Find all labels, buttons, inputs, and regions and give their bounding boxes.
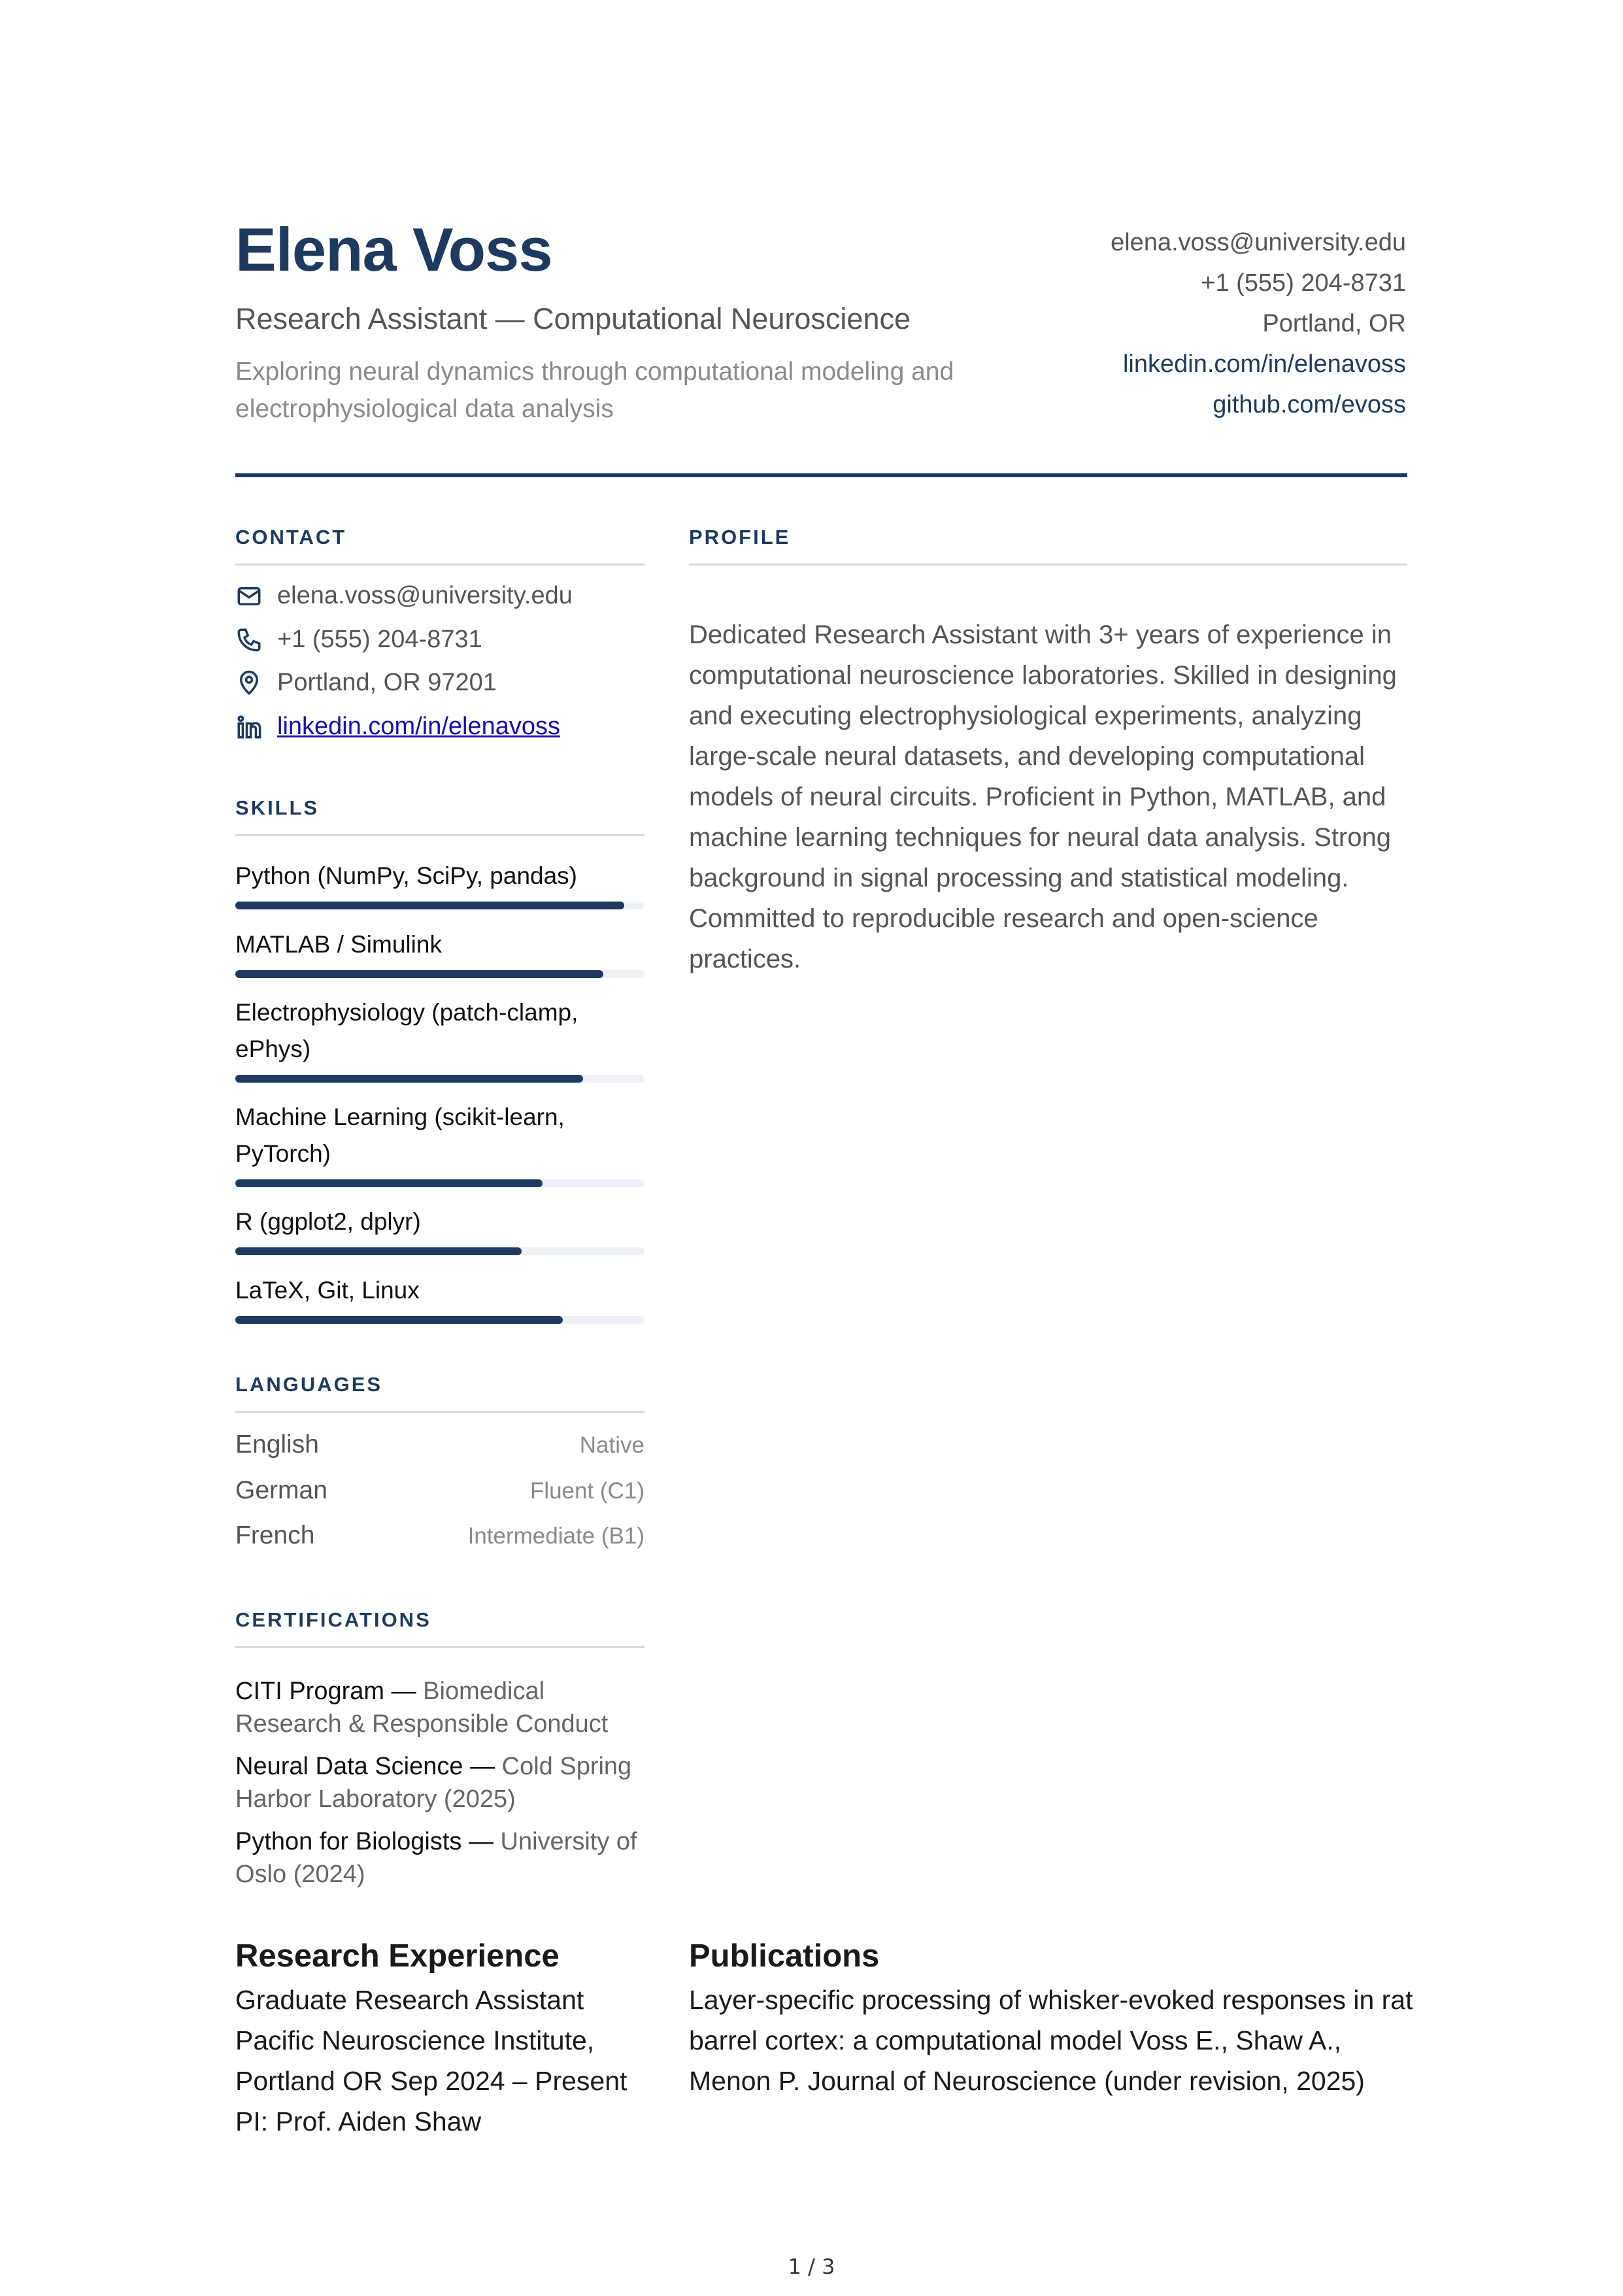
skill-label: R (ggplot2, dplyr) [235,1208,421,1235]
languages-section-title: LANGUAGES [235,1373,383,1396]
research-experience-title: Research Experience [235,1938,560,1974]
header-email[interactable]: elena.voss@university.edu [1111,229,1406,256]
certification-item [235,1750,647,1815]
skill-bar-fill [235,970,603,978]
languages-divider [235,1411,644,1413]
skill-label: Python (NumPy, SciPy, pandas) [235,862,578,889]
candidate-name: Elena Voss [235,215,552,284]
skill-bar [235,970,644,978]
mail-icon [235,582,263,610]
header-contact [1111,222,1406,425]
skill-bar [235,1179,644,1187]
language-name: German [235,1476,327,1504]
contact-section-title: CONTACT [235,526,347,549]
certification-detail: Cold Spring Harbor Laboratory (2025) [235,1753,632,1813]
language-name: English [235,1430,319,1459]
language-name: French [235,1521,315,1549]
publications-title: Publications [689,1938,880,1974]
certification-item [235,1675,647,1740]
certifications-section-title: CERTIFICATIONS [235,1608,431,1631]
language-level: Intermediate (B1) [467,1523,644,1549]
header-linkedin-link[interactable]: linkedin.com/in/elenavoss [1122,350,1406,378]
language-level: Fluent (C1) [529,1478,644,1504]
skill-label: Machine Learning (scikit-learn, PyTorch) [235,1104,565,1167]
language-row [235,1476,644,1505]
skill-label: MATLAB / Simulink [235,931,442,958]
skill-bar [235,1247,644,1255]
contact-phone-row [235,626,482,654]
contact-email[interactable]: elena.voss@university.edu [277,582,573,609]
language-level: Native [579,1432,644,1458]
skill-bar-fill [235,1247,522,1255]
candidate-tagline: Exploring neural dynamics through computational modeling and electrophysiological data analysis [235,358,954,423]
skill-bar-fill [235,902,624,909]
candidate-role: Research Assistant — Computational Neuroscience [235,302,911,335]
contact-email-row [235,582,573,610]
language-row [235,1430,644,1459]
page-number: 1 / 3 [788,2254,835,2279]
skill-label: Electrophysiology (patch-clamp, ePhys) [235,999,578,1062]
skill-bar-fill [235,1179,543,1187]
skill-bar [235,902,644,909]
certification-detail: University of Oslo (2024) [235,1828,637,1888]
certification-title: Neural Data Science — [235,1753,495,1780]
skill-bar [235,1316,644,1324]
header-github-link[interactable]: github.com/evoss [1213,391,1406,418]
contact-linkedin-link[interactable]: linkedin.com/in/elenavoss [277,713,561,740]
skill-bar-fill [235,1316,563,1324]
profile-section-title: PROFILE [689,526,791,549]
certification-title: Python for Biologists — [235,1828,494,1855]
research-experience-text: Graduate Research Assistant Pacific Neuroscience Institute, Portland OR Sep 2024 – Present PI: Prof. Aiden Shaw [235,1985,627,2136]
header-divider [235,473,1407,477]
skills-section-title: SKILLS [235,796,320,819]
skill-label: LaTeX, Git, Linux [235,1277,420,1304]
skill-bar-fill [235,1075,583,1083]
certification-item [235,1825,647,1891]
contact-address-row [235,669,497,697]
linkedin-icon [235,713,263,741]
skill-bar [235,1075,644,1083]
contact-address: Portland, OR 97201 [277,669,497,696]
profile-summary: Dedicated Research Assistant with 3+ years of experience in computational neuroscience laboratories. Skilled in designing and executing electrophysiological experiments, analyzing large-scale neural datasets, and developing computational models of neural circuits. Proficient in Python, MATLAB, and machine learning techniques for neural data analysis. Strong background in signal processing and statistical modeling. Committed to reproducible research and open-science practices. [689,620,1397,973]
language-row [235,1521,644,1550]
header-phone: +1 (555) 204-8731 [1201,269,1406,297]
profile-divider [689,564,1407,566]
header-location: Portland, OR [1262,310,1406,337]
publications-text: Layer-specific processing of whisker-evoked responses in rat barrel cortex: a computational model Voss E., Shaw A., Menon P. Journal of Neuroscience (under revision, 2025) [689,1985,1413,2096]
certification-title: CITI Program — [235,1678,416,1705]
contact-divider [235,564,644,566]
phone-icon [235,626,263,654]
certifications-divider [235,1646,644,1648]
skills-divider [235,834,644,836]
location-pin-icon [235,669,263,697]
certification-detail: Biomedical Research & Responsible Conduct [235,1678,609,1738]
contact-phone: +1 (555) 204-8731 [277,626,482,653]
contact-linkedin-row [235,713,560,741]
